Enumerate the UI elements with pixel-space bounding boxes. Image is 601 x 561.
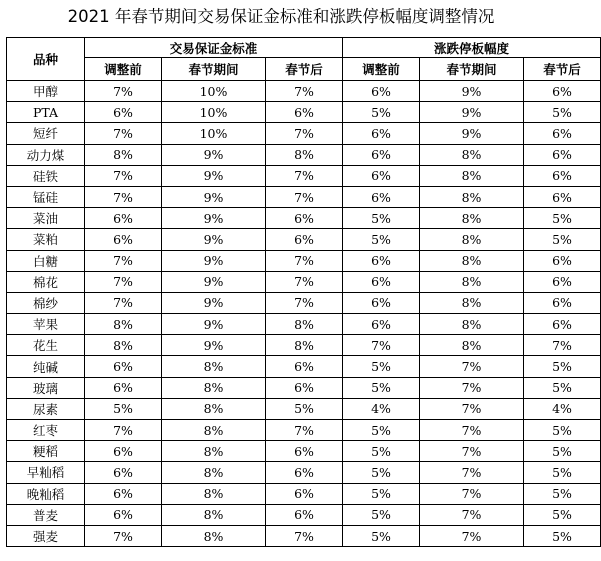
margin-before-cell: 7% [85, 186, 162, 207]
variety-cell: 短纤 [7, 123, 85, 144]
table-row [7, 292, 601, 313]
margin-before-cell: 7% [85, 271, 162, 292]
limit-before-cell: 6% [343, 81, 420, 102]
margin-during-cell: 9% [162, 335, 266, 356]
margin-during-cell: 10% [162, 123, 266, 144]
limit-after-cell: 6% [524, 314, 601, 335]
header-limit-during: 春节期间 [420, 58, 524, 81]
limit-before-cell: 5% [343, 504, 420, 525]
margin-before-cell: 5% [85, 398, 162, 419]
limit-after-cell: 6% [524, 123, 601, 144]
limit-after-cell: 5% [524, 356, 601, 377]
limit-during-cell: 7% [420, 420, 524, 441]
limit-during-cell: 7% [420, 525, 524, 546]
margin-after-cell: 6% [266, 377, 343, 398]
table-row [7, 314, 601, 335]
limit-before-cell: 5% [343, 483, 420, 504]
limit-after-cell: 5% [524, 441, 601, 462]
limit-before-cell: 7% [343, 335, 420, 356]
variety-cell: 粳稻 [7, 441, 85, 462]
header-limit-group: 涨跌停板幅度 [343, 38, 601, 58]
header-margin-group: 交易保证金标准 [85, 38, 343, 58]
table-row [7, 420, 601, 441]
margin-after-cell: 6% [266, 504, 343, 525]
margin-before-cell: 6% [85, 462, 162, 483]
margin-before-cell: 6% [85, 504, 162, 525]
variety-cell: 甲醇 [7, 81, 85, 102]
limit-before-cell: 5% [343, 462, 420, 483]
variety-cell: 红枣 [7, 420, 85, 441]
table-row [7, 250, 601, 271]
margin-after-cell: 7% [266, 81, 343, 102]
margin-after-cell: 6% [266, 102, 343, 123]
margin-during-cell: 9% [162, 229, 266, 250]
margin-before-cell: 7% [85, 250, 162, 271]
page-title: 2021 年春节期间交易保证金标准和涨跌停板幅度调整情况 [67, 7, 495, 26]
limit-after-cell: 6% [524, 186, 601, 207]
variety-cell: 苹果 [7, 314, 85, 335]
margin-after-cell: 8% [266, 335, 343, 356]
variety-cell: 棉花 [7, 271, 85, 292]
table-row [7, 483, 601, 504]
margin-during-cell: 9% [162, 144, 266, 165]
limit-before-cell: 6% [343, 271, 420, 292]
header-limit-after: 春节后 [524, 58, 601, 81]
limit-after-cell: 5% [524, 208, 601, 229]
limit-after-cell: 6% [524, 165, 601, 186]
limit-before-cell: 6% [343, 250, 420, 271]
limit-during-cell: 7% [420, 504, 524, 525]
limit-during-cell: 9% [420, 81, 524, 102]
limit-before-cell: 5% [343, 441, 420, 462]
margin-after-cell: 6% [266, 208, 343, 229]
margin-during-cell: 9% [162, 165, 266, 186]
margin-after-cell: 8% [266, 144, 343, 165]
header-variety: 品种 [7, 38, 85, 81]
limit-during-cell: 8% [420, 208, 524, 229]
limit-before-cell: 5% [343, 525, 420, 546]
margin-during-cell: 9% [162, 186, 266, 207]
table-row [7, 165, 601, 186]
margin-during-cell: 8% [162, 398, 266, 419]
limit-during-cell: 8% [420, 250, 524, 271]
variety-cell: 花生 [7, 335, 85, 356]
variety-cell: 纯碱 [7, 356, 85, 377]
table-row [7, 186, 601, 207]
margin-before-cell: 7% [85, 81, 162, 102]
limit-after-cell: 5% [524, 483, 601, 504]
variety-cell: 菜粕 [7, 229, 85, 250]
limit-before-cell: 6% [343, 314, 420, 335]
variety-cell: 动力煤 [7, 144, 85, 165]
variety-cell: 棉纱 [7, 292, 85, 313]
margin-before-cell: 7% [85, 292, 162, 313]
header-margin-after: 春节后 [266, 58, 343, 81]
table-row [7, 377, 601, 398]
limit-after-cell: 5% [524, 525, 601, 546]
variety-cell: 菜油 [7, 208, 85, 229]
limit-after-cell: 6% [524, 271, 601, 292]
table-row [7, 356, 601, 377]
limit-after-cell: 5% [524, 229, 601, 250]
limit-during-cell: 7% [420, 441, 524, 462]
limit-during-cell: 8% [420, 186, 524, 207]
table-row [7, 462, 601, 483]
margin-after-cell: 7% [266, 525, 343, 546]
margin-before-cell: 6% [85, 356, 162, 377]
limit-after-cell: 7% [524, 335, 601, 356]
limit-during-cell: 9% [420, 123, 524, 144]
limit-during-cell: 8% [420, 165, 524, 186]
limit-during-cell: 8% [420, 144, 524, 165]
variety-cell: 早籼稻 [7, 462, 85, 483]
margin-during-cell: 8% [162, 441, 266, 462]
limit-before-cell: 6% [343, 186, 420, 207]
variety-cell: 尿素 [7, 398, 85, 419]
limit-after-cell: 5% [524, 102, 601, 123]
margin-after-cell: 7% [266, 292, 343, 313]
limit-before-cell: 6% [343, 144, 420, 165]
variety-cell: 普麦 [7, 504, 85, 525]
margin-before-cell: 8% [85, 314, 162, 335]
margin-during-cell: 9% [162, 314, 266, 335]
limit-after-cell: 5% [524, 377, 601, 398]
margin-during-cell: 8% [162, 420, 266, 441]
limit-after-cell: 6% [524, 250, 601, 271]
margin-before-cell: 7% [85, 123, 162, 144]
margin-after-cell: 7% [266, 250, 343, 271]
limit-after-cell: 5% [524, 420, 601, 441]
limit-during-cell: 7% [420, 356, 524, 377]
margin-during-cell: 8% [162, 504, 266, 525]
limit-before-cell: 5% [343, 208, 420, 229]
margin-during-cell: 8% [162, 525, 266, 546]
margin-after-cell: 7% [266, 271, 343, 292]
limit-during-cell: 7% [420, 398, 524, 419]
margin-before-cell: 7% [85, 525, 162, 546]
table-row [7, 335, 601, 356]
variety-cell: 白糖 [7, 250, 85, 271]
margin-after-cell: 7% [266, 420, 343, 441]
table-row [7, 229, 601, 250]
header-limit-before: 调整前 [343, 58, 420, 81]
limit-after-cell: 6% [524, 144, 601, 165]
table-row [7, 102, 601, 123]
header-margin-during: 春节期间 [162, 58, 266, 81]
margin-during-cell: 8% [162, 483, 266, 504]
adjustment-table [6, 37, 601, 547]
margin-after-cell: 6% [266, 356, 343, 377]
margin-after-cell: 6% [266, 441, 343, 462]
margin-during-cell: 9% [162, 250, 266, 271]
variety-cell: 强麦 [7, 525, 85, 546]
margin-after-cell: 7% [266, 165, 343, 186]
margin-during-cell: 9% [162, 292, 266, 313]
table-row [7, 441, 601, 462]
variety-cell: 晚籼稻 [7, 483, 85, 504]
margin-before-cell: 6% [85, 441, 162, 462]
limit-before-cell: 6% [343, 165, 420, 186]
table-row [7, 271, 601, 292]
limit-during-cell: 8% [420, 314, 524, 335]
variety-cell: 玻璃 [7, 377, 85, 398]
limit-during-cell: 8% [420, 335, 524, 356]
table-row [7, 144, 601, 165]
limit-during-cell: 8% [420, 229, 524, 250]
margin-after-cell: 7% [266, 123, 343, 144]
margin-during-cell: 8% [162, 462, 266, 483]
limit-during-cell: 8% [420, 292, 524, 313]
limit-after-cell: 6% [524, 292, 601, 313]
margin-before-cell: 6% [85, 377, 162, 398]
margin-before-cell: 7% [85, 165, 162, 186]
table-body [7, 81, 601, 547]
limit-after-cell: 6% [524, 81, 601, 102]
limit-before-cell: 4% [343, 398, 420, 419]
margin-before-cell: 6% [85, 229, 162, 250]
header-margin-before: 调整前 [85, 58, 162, 81]
margin-after-cell: 5% [266, 398, 343, 419]
margin-during-cell: 10% [162, 81, 266, 102]
limit-before-cell: 5% [343, 356, 420, 377]
variety-cell: PTA [7, 102, 85, 123]
limit-during-cell: 7% [420, 462, 524, 483]
table-row [7, 81, 601, 102]
limit-during-cell: 9% [420, 102, 524, 123]
limit-during-cell: 7% [420, 483, 524, 504]
limit-during-cell: 7% [420, 377, 524, 398]
table-row [7, 208, 601, 229]
margin-before-cell: 8% [85, 144, 162, 165]
limit-after-cell: 5% [524, 462, 601, 483]
variety-cell: 锰硅 [7, 186, 85, 207]
margin-during-cell: 8% [162, 377, 266, 398]
table-row [7, 398, 601, 419]
margin-after-cell: 6% [266, 462, 343, 483]
limit-before-cell: 5% [343, 102, 420, 123]
margin-after-cell: 6% [266, 229, 343, 250]
table-row [7, 525, 601, 546]
variety-cell: 硅铁 [7, 165, 85, 186]
margin-before-cell: 6% [85, 208, 162, 229]
limit-after-cell: 4% [524, 398, 601, 419]
margin-before-cell: 8% [85, 335, 162, 356]
margin-before-cell: 6% [85, 102, 162, 123]
limit-before-cell: 6% [343, 123, 420, 144]
margin-after-cell: 7% [266, 186, 343, 207]
margin-after-cell: 6% [266, 483, 343, 504]
margin-after-cell: 8% [266, 314, 343, 335]
margin-before-cell: 7% [85, 420, 162, 441]
limit-before-cell: 5% [343, 420, 420, 441]
margin-during-cell: 9% [162, 271, 266, 292]
margin-during-cell: 9% [162, 208, 266, 229]
limit-during-cell: 8% [420, 271, 524, 292]
table-row [7, 504, 601, 525]
limit-after-cell: 5% [524, 504, 601, 525]
limit-before-cell: 5% [343, 377, 420, 398]
margin-before-cell: 6% [85, 483, 162, 504]
limit-before-cell: 6% [343, 292, 420, 313]
table-row [7, 123, 601, 144]
limit-before-cell: 5% [343, 229, 420, 250]
margin-during-cell: 8% [162, 356, 266, 377]
margin-during-cell: 10% [162, 102, 266, 123]
